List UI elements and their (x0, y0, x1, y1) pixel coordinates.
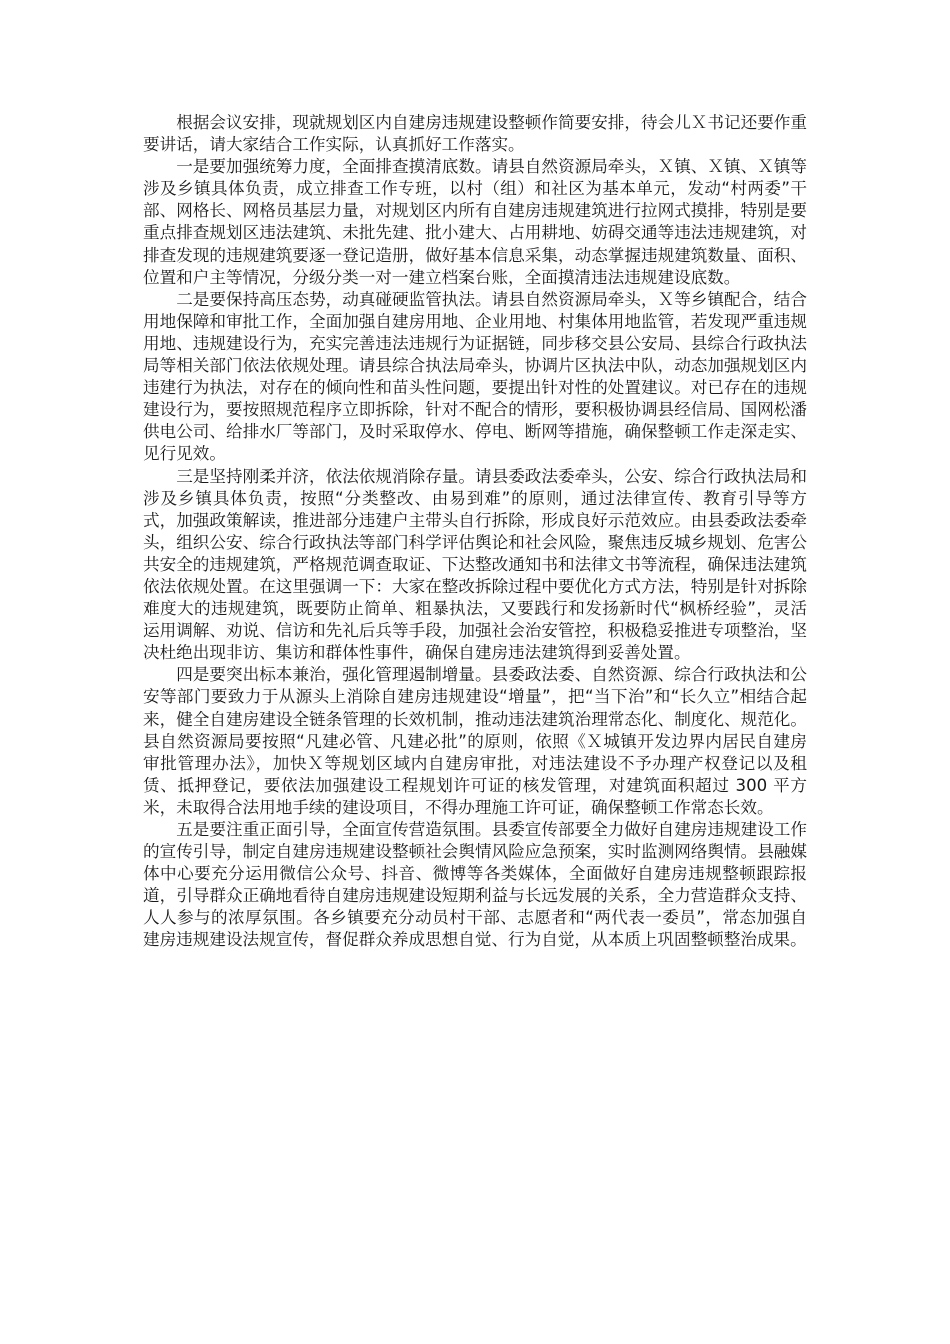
paragraph-point-5: 五是要注重正面引导，全面宣传营造氛围。县委宣传部要全力做好自建房违规建设工作的宣传引导，制定自建房违规建设整顿社会舆情风险应急预案，实时监测网络舆情。县融媒体中心要充分运用微信公众号、抖音、微博等各类媒体，全面做好自建房违规整顿跟踪报道，引导群众正确地看待自建房违规建设短期利益与长远发展的关系，全力营造群众支持、人人参与的浓厚氛围。各乡镇要充分动员村干部、志愿者和“两代表一委员”，常态加强自建房违规建设法规宣传，督促群众养成思想自觉、行为自觉，从本质上巩固整顿整治成果。 (143, 820, 807, 950)
paragraph-point-2: 二是要保持高压态势，动真碰硬监管执法。请县自然资源局牵头，Ｘ等乡镇配合，结合用地保障和审批工作，全面加强自建房用地、企业用地、村集体用地监管，若发现严重违规用地、违规建设行为，充实完善违法违规行为证据链，同步移交县公安局、县综合行政执法局等相关部门依法依规处理。请县综合执法局牵头，协调片区执法中队，动态加强规划区内违建行为执法，对存在的倾向性和苗头性问题，要提出针对性的处置建议。对已存在的违规建设行为，要按照规范程序立即拆除，针对不配合的情形，要积极协调县经信局、国网松潘供电公司、给排水厂等部门，及时采取停水、停电、断网等措施，确保整顿工作走深走实、见行见效。 (143, 289, 807, 464)
paragraph-point-1: 一是要加强统筹力度，全面排查摸清底数。请县自然资源局牵头，Ｘ镇、Ｘ镇、Ｘ镇等涉及乡镇具体负责，成立排查工作专班，以村（组）和社区为基本单元，发动“村两委”干部、网格长、网格员基层力量，对规划区内所有自建房违规建筑进行拉网式摸排，特别是要重点排查规划区违法建筑、未批先建、批小建大、占用耕地、妨碍交通等违法违规建筑，对排查发现的违规建筑要逐一登记造册，做好基本信息采集，动态掌握违规建筑数量、面积、位置和户主等情况，分级分类一对一建立档案台账，全面摸清违法违规建设底数。 (143, 157, 807, 287)
paragraph-point-4: 四是要突出标本兼治，强化管理遏制增量。县委政法委、自然资源、综合行政执法和公安等部门要致力于从源头上消除自建房违规建设“增量”，把“当下治”和“长久立”相结合起来，健全自建房建设全链条管理的长效机制，推动违法建筑治理常态化、制度化、规范化。县自然资源局要按照“凡建必管、凡建必批”的原则，依照《Ｘ城镇开发边界内居民自建房审批管理办法》，加快Ｘ等规划区域内自建房审批，对违法建设不予办理产权登记以及租赁、抵押登记，要依法加强建设工程规划许可证的核发管理，对建筑面积超过 300 平方米，未取得合法用地手续的建设项目，不得办理施工许可证，确保整顿工作常态长效。 (143, 665, 807, 817)
paragraph-point-3: 三是坚持刚柔并济，依法依规消除存量。请县委政法委牵头，公安、综合行政执法局和涉及乡镇具体负责，按照“分类整改、由易到难”的原则，通过法律宣传、教育引导等方式，加强政策解读，推进部分违建户主带头自行拆除，形成良好示范效应。由县委政法委牵头，组织公安、综合行政执法等部门科学评估舆论和社会风险，聚焦违反城乡规划、危害公共安全的违规建筑，严格规范调查取证、下达整改通知书和法律文书等流程，确保违法建筑依法依规处置。在这里强调一下：大家在整改拆除过程中要优化方式方法，特别是针对拆除难度大的违规建筑，既要防止简单、粗暴执法，又要践行和发扬新时代“枫桥经验”，灵活运用调解、劝说、信访和先礼后兵等手段，加强社会治安管控，积极稳妥推进专项整治，坚决杜绝出现非访、集访和群体性事件，确保自建房违法建筑得到妥善处置。 (143, 466, 807, 663)
document-body (143, 112, 807, 952)
paragraph-intro: 根据会议安排，现就规划区内自建房违规建设整顿作简要安排，待会儿Ｘ书记还要作重要讲话，请大家结合工作实际，认真抓好工作落实。 (143, 113, 807, 155)
